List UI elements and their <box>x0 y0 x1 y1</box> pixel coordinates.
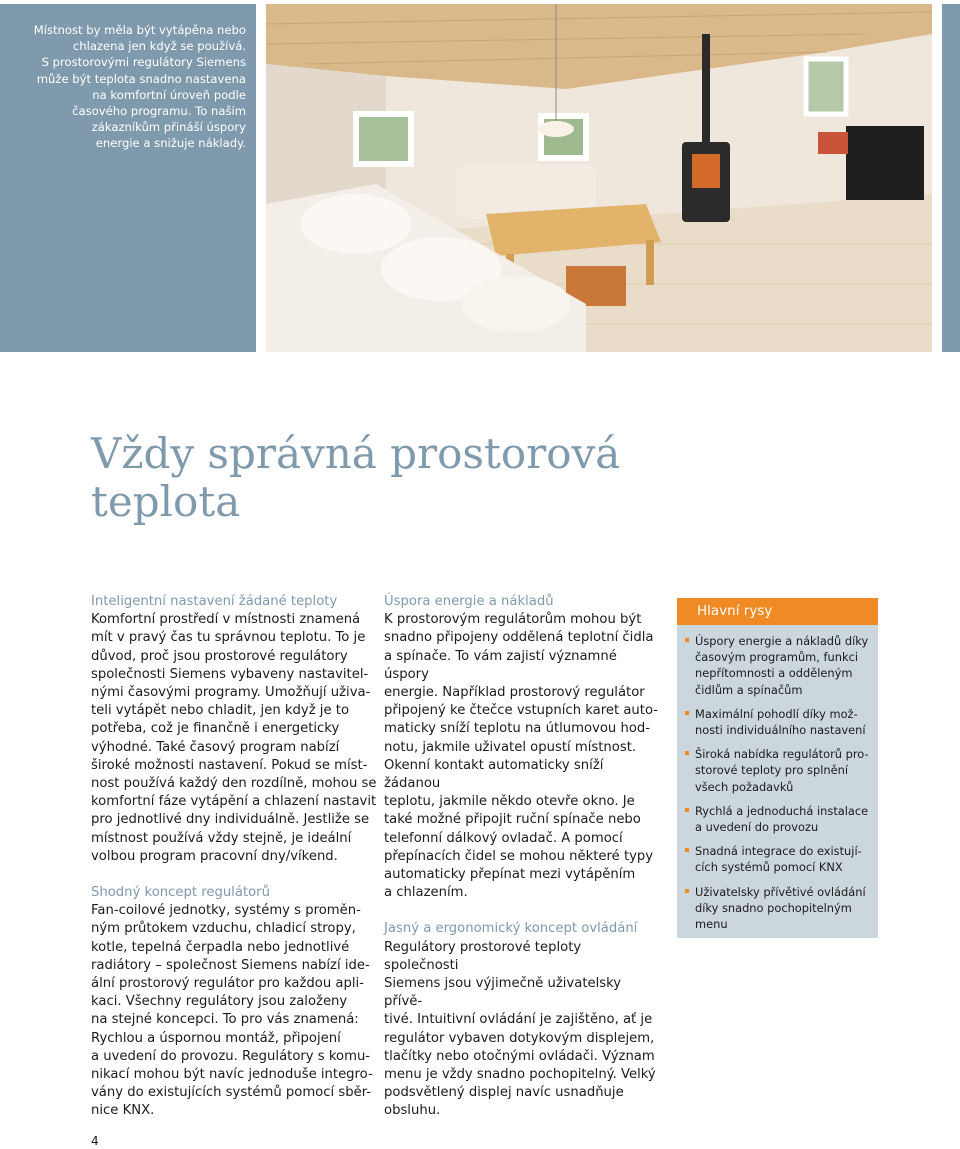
body-line: vány do existujících systémů pomocí sběr- <box>91 1085 372 1101</box>
body-line: a chlazením. <box>384 885 468 901</box>
body-line: a spínače. To vám zajistí významné úspory <box>384 648 617 682</box>
body-line: snadno připojeny oddělená teplotní čidla <box>384 630 654 646</box>
feature-line: storové teploty pro splnění <box>695 763 849 778</box>
body-line: výhodné. Také časový program nabízí <box>91 739 340 755</box>
body-line: Regulátory prostorové teploty společnosti <box>384 939 582 973</box>
decorative-strip <box>942 4 960 352</box>
feature-item <box>685 803 870 835</box>
body-line: Fan-coilové jednotky, systémy s proměn- <box>91 903 361 919</box>
body-line: kotle, tepelná čerpadla nebo jednotlivé <box>91 939 350 955</box>
body-line: maticky sníží teplotu na útlumovou hod- <box>384 721 651 737</box>
section-heading: Jasný a ergonomický koncept ovládání <box>384 921 638 937</box>
body-line: K prostorovým regulátorům mohou být <box>384 612 642 628</box>
photo-caption <box>20 22 246 152</box>
square-bullet-icon <box>685 889 689 893</box>
body-line: automaticky přepínat mezi vytápěním <box>384 867 636 883</box>
feature-item <box>685 706 870 738</box>
caption-line: na komfortní úroveň podle <box>92 87 246 102</box>
feature-line: Snadná integrace do existují- <box>695 844 862 859</box>
feature-line: čidlům a spínačům <box>695 682 803 697</box>
body-line: připojený ke čtečce vstupních karet auto- <box>384 703 659 719</box>
feature-item <box>685 746 870 795</box>
body-line: Siemens jsou výjimečně uživatelsky přívě- <box>384 976 622 1010</box>
caption-line: může být teplota snadno nastavena <box>36 71 246 86</box>
page-number: 4 <box>91 1134 99 1148</box>
living-room-photo <box>266 4 932 352</box>
square-bullet-icon <box>685 751 689 755</box>
body-line: nikací mohou být navíc jednoduše integro- <box>91 1067 373 1083</box>
body-line: a uvedení do provozu. Regulátory s komu- <box>91 1048 371 1064</box>
caption-line: zákazníkům přináší úspory <box>91 120 246 135</box>
feature-line: všech požadavků <box>695 779 794 794</box>
body-line: teli vytápět nebo chladit, jen když je to <box>91 703 350 719</box>
body-line: menu je vždy snadno pochopitelný. Velký <box>384 1067 656 1083</box>
body-line: notu, jakmile uživatel opustí místnost. <box>384 739 637 755</box>
section-body <box>384 611 659 902</box>
feature-line: Úspory energie a nákladů díky <box>695 634 869 648</box>
body-line: komfortní fáze vytápění a chlazení nastavit <box>91 794 377 810</box>
body-line: podsvětlený displej navíc usnadňuje <box>384 1085 624 1101</box>
body-line: nými časovými programy. Umožňují uživa- <box>91 685 371 701</box>
body-line: radiátory – společnost Siemens nabízí ide- <box>91 957 370 973</box>
body-line: tivé. Intuitivní ovládání je zajištěno, ať je <box>384 1012 653 1028</box>
body-line: široké možnosti nastavení. Pokud se míst- <box>91 757 368 773</box>
body-line: přepínacích čidel se mohou některé typy <box>384 848 654 864</box>
feature-line: a uvedení do provozu <box>695 820 819 835</box>
key-features-heading: Hlavní rysy <box>677 598 878 625</box>
text-column-left <box>91 593 381 1121</box>
body-line: tlačítky nebo otočnými ovládači. Význam <box>384 1048 655 1064</box>
page-title <box>91 430 711 526</box>
section-body <box>384 939 659 1121</box>
section-heading: Inteligentní nastavení žádané teploty <box>91 594 338 609</box>
body-line: kaci. Všechny regulátory jsou založeny <box>91 994 348 1010</box>
body-line: teplotu, jakmile někdo otevře okno. Je <box>384 794 635 810</box>
square-bullet-icon <box>685 848 689 852</box>
feature-line: nosti individuálního nastavení <box>695 723 866 738</box>
feature-line: časovým programům, funkci <box>695 650 858 665</box>
text-column-middle <box>384 593 659 1121</box>
section-body <box>91 902 381 1120</box>
body-line: regulátor vybaven dotykovým displejem, <box>384 1030 655 1046</box>
body-line: místnost používá vždy stejně, je ideální <box>91 830 352 846</box>
living-room-illustration <box>266 4 932 352</box>
section-heading: Úspora energie a nákladů <box>384 594 554 609</box>
body-line: důvod, proč jsou prostorové regulátory <box>91 648 348 664</box>
square-bullet-icon <box>685 808 689 812</box>
section-body <box>91 611 381 866</box>
feature-line: Uživatelsky přívětivé ovládání <box>695 884 866 899</box>
caption-line: Místnost by měla být vytápěna nebo <box>33 23 246 37</box>
square-bullet-icon <box>685 711 689 715</box>
feature-line: nepřítomnosti a odděleným <box>695 666 853 681</box>
caption-line: S prostorovými regulátory Siemens <box>41 55 246 70</box>
key-features-box <box>677 598 878 938</box>
body-line: telefonní dálkový ovladač. A pomocí <box>384 830 623 846</box>
feature-line: díky snadno pochopitelným <box>695 900 852 915</box>
body-line: pro jednotlivé dny individuálně. Jestliže se <box>91 812 370 828</box>
caption-line: chlazena jen když se používá. <box>72 39 246 54</box>
body-line: společnosti Siemens vybaveny nastavitel- <box>91 666 369 682</box>
caption-line: energie a snižuje náklady. <box>95 136 246 151</box>
body-line: Rychlou a úspornou montáž, připojení <box>91 1030 341 1046</box>
body-line: nost používá každý den rozdílně, mohou se <box>91 776 377 792</box>
feature-line: menu <box>695 917 728 932</box>
caption-panel <box>0 4 256 352</box>
feature-line: Rychlá a jednoduchá instalace <box>695 803 869 818</box>
body-line: ným průtokem vzduchu, chladicí stropy, <box>91 921 356 937</box>
square-bullet-icon <box>685 638 689 642</box>
title-line-2: teplota <box>91 477 241 526</box>
body-line: Komfortní prostředí v místnosti znamená <box>91 612 361 628</box>
section-heading: Shodný koncept regulátorů <box>91 885 270 901</box>
feature-item <box>685 633 870 698</box>
body-line: Okenní kontakt automaticky sníží žádanou <box>384 757 604 792</box>
body-line: volbou program pracovní dny/víkend. <box>91 848 338 864</box>
body-line: také možné připojit ruční spínače nebo <box>384 812 641 828</box>
body-line: na stejné koncepci. To pro vás znamená: <box>91 1012 359 1028</box>
body-line: energie. Například prostorový regulátor <box>384 685 645 701</box>
body-line: obsluhu. <box>384 1103 441 1119</box>
feature-line: Široká nabídka regulátorů pro- <box>695 747 869 762</box>
feature-item <box>685 843 870 875</box>
body-line: ální prostorový regulátor pro každou apli- <box>91 976 364 992</box>
feature-line: cích systémů pomocí KNX <box>695 860 843 875</box>
title-line-1: Vždy správná prostorová <box>91 429 621 478</box>
feature-line: Maximální pohodlí díky mož- <box>695 706 858 721</box>
body-line: mít v pravý čas tu správnou teplotu. To je <box>91 630 366 646</box>
feature-item <box>685 884 870 933</box>
body-line: potřeba, což je finančně i energeticky <box>91 721 340 737</box>
body-line: nice KNX. <box>91 1103 155 1119</box>
key-features-list <box>677 625 878 932</box>
caption-line: časového programu. To našim <box>72 104 246 119</box>
